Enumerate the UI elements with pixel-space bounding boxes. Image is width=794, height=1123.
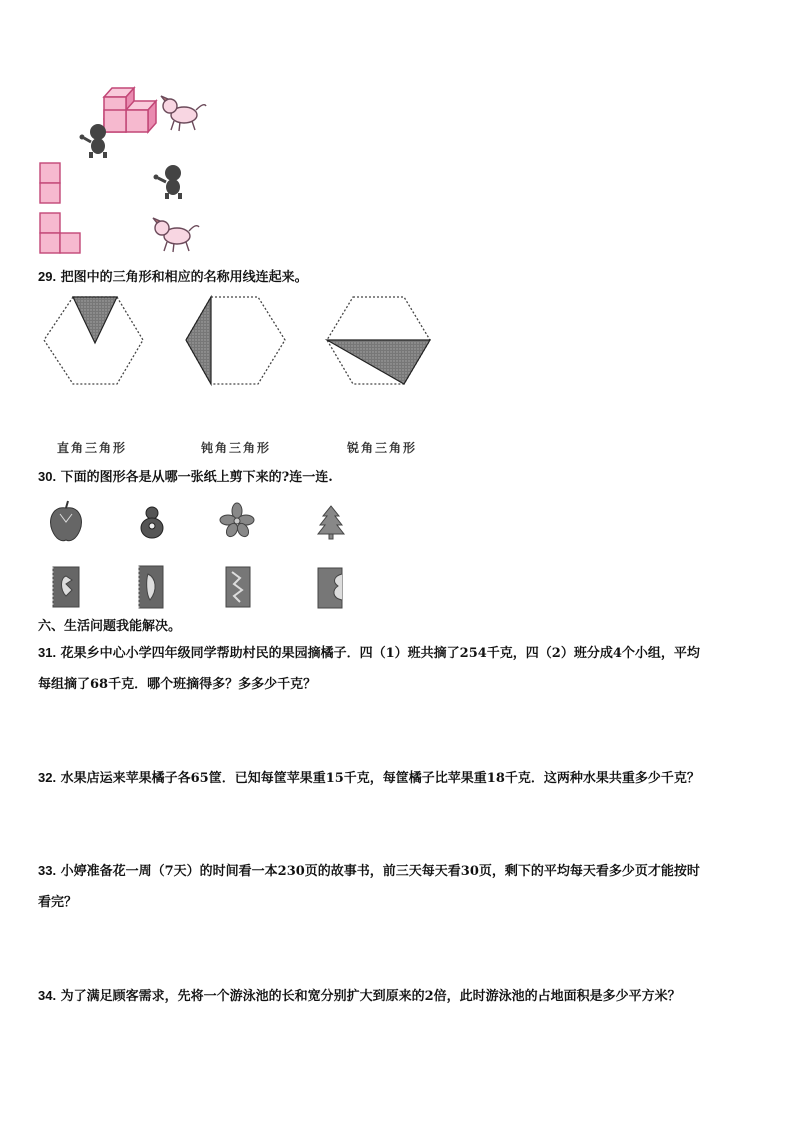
paper-piece-3	[226, 567, 250, 607]
tree-shape-icon	[318, 506, 344, 539]
question-number: 29.	[38, 269, 57, 284]
paper-piece-1	[53, 567, 79, 607]
question-33-line-2: 看完？	[38, 895, 78, 910]
question-29	[38, 268, 308, 287]
question-31-line-2: 每组摘了68千克．哪个班摘得多？多多少千克？	[38, 677, 317, 692]
question-number: 34.	[38, 988, 57, 1003]
section-6-title: 六、生活问题我能解决。	[38, 619, 182, 634]
question-text: 为了满足顾客需求，先将一个游泳池的长和宽分别扩大到原来的2倍，此时游泳池的占地面积是多少平方米？	[60, 989, 681, 1004]
question-31-line-1	[38, 644, 700, 663]
question-33-line-1	[38, 862, 700, 881]
hexagon-3	[327, 297, 430, 384]
paper-piece-4	[318, 568, 342, 608]
monkey-icon	[80, 124, 108, 158]
question-30	[38, 468, 333, 487]
question-number: 32.	[38, 770, 57, 785]
question-text: 水果店运来苹果橘子各65筐．已知每筐苹果重15千克，每筐橘子比苹果重18千克．这两种水果共重多少千克？	[60, 771, 700, 786]
question-text: 小婷准备花一周（7天）的时间看一本230页的故事书，前三天每天看30页，剩下的平均每天看多少页才能按时	[60, 864, 700, 879]
hexagon-1	[44, 297, 143, 384]
question-number: 33.	[38, 863, 57, 878]
cube-stack	[104, 88, 156, 132]
gourd-shape-icon	[141, 507, 163, 538]
dog-icon	[161, 96, 206, 131]
label-acute-triangle: 锐角三角形	[347, 441, 418, 455]
dog-icon	[153, 218, 199, 252]
question-text: 花果乡中心小学四年级同学帮助村民的果园摘橘子．四（1）班共摘了254千克，四（2）班分成4个小组，平均	[60, 646, 700, 661]
view-shape-1	[40, 163, 60, 203]
paper-piece-2	[139, 566, 163, 608]
question-34	[38, 987, 681, 1006]
view-shape-2	[40, 213, 80, 253]
question-32	[38, 769, 700, 788]
monkey-icon	[154, 165, 183, 199]
apple-shape-icon	[51, 501, 82, 541]
question-text: 下面的图形各是从哪一张纸上剪下来的?连一连.	[60, 470, 333, 485]
label-obtuse-triangle: 钝角三角形	[201, 441, 272, 455]
flower-shape-icon	[220, 503, 254, 539]
question-text: 把图中的三角形和相应的名称用线连起来。	[60, 270, 308, 285]
question-number: 31.	[38, 645, 57, 660]
hexagon-2	[186, 297, 285, 384]
question-number: 30.	[38, 469, 57, 484]
label-right-triangle: 直角三角形	[57, 441, 128, 455]
